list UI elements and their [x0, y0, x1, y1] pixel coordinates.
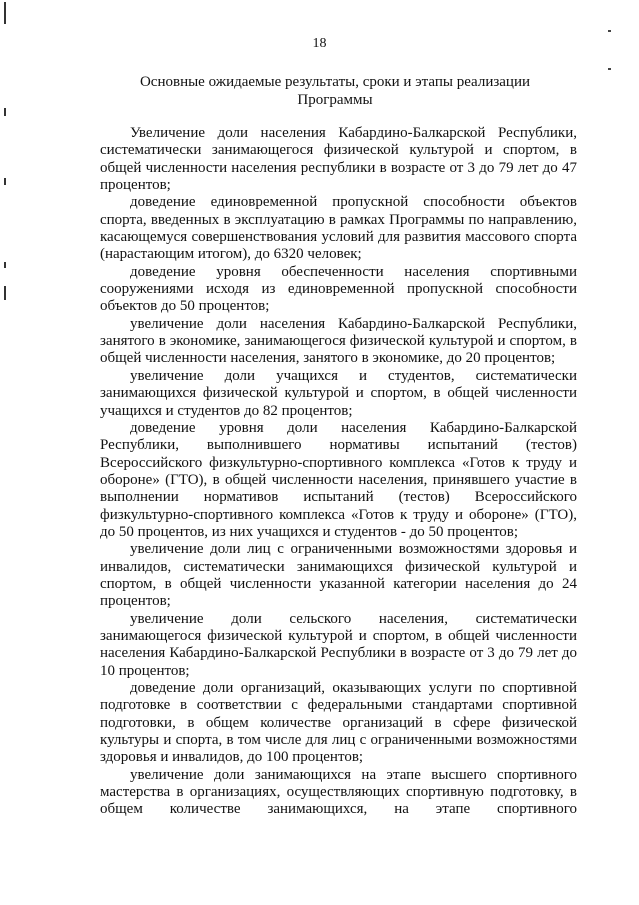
paragraph: увеличение доли лиц с ограниченными возможностями здоровья и инвалидов, систематически занимающихся физической культурой и спортом, в общей численности указанной категории населения до 24 процентов; — [100, 541, 577, 610]
paragraph: увеличение доли занимающихся на этапе высшего спортивного мастерства в организациях, осуществляющих спортивную подготовку, в общем количестве занимающихся, на этапе спортивного — [100, 766, 577, 818]
page-number: 18 — [312, 36, 327, 51]
paragraph: доведение уровня обеспеченности населения спортивными сооружениями исходя из единовременной пропускной способности объектов до 50 процентов; — [100, 263, 577, 315]
document-body — [100, 125, 577, 819]
scan-speck — [608, 30, 611, 32]
paragraph: доведение единовременной пропускной способности объектов спорта, введенных в эксплуатацию в рамках Программы по направлению, касающемуся совершенствования условий для развития массового спорта (нарастающим итогом), до 6320 человек; — [100, 194, 577, 263]
paragraph: доведение уровня доли населения Кабардино-Балкарской Республики, выполнившего нормативы испытаний (тестов) Всероссийского физкультурно-спортивного комплекса «Готов к труду и обороне» (ГТО), в общей численности населения, принявшего участие в выполнении нормативов испытаний (тестов) Всероссийского физкультурно-спортивного комплекса «Готов к труду и обороне» (ГТО), до 50 процентов, из них учащихся и студентов - до 50 процентов; — [100, 419, 577, 540]
scan-margin-mark — [4, 178, 6, 185]
section-heading-line-1: Основные ожидаемые результаты, сроки и этапы реализации — [139, 74, 531, 90]
paragraph: увеличение доли населения Кабардино-Балкарской Республики, занятого в экономике, занимающегося физической культурой и спортом, в общей численности населения, занятого в экономике, до 20 процентов; — [100, 315, 577, 367]
scan-margin-mark — [4, 2, 6, 24]
scan-margin-mark — [4, 262, 6, 268]
section-heading-line-2: Программы — [297, 92, 373, 108]
paragraph: Увеличение доли населения Кабардино-Балкарской Республики, систематически занимающегося физической культурой и спортом, в общей численности населения республики в возрасте от 3 до 79 лет до 47 процентов; — [100, 125, 577, 194]
section-heading — [100, 73, 570, 109]
paragraph: увеличение доли сельского населения, систематически занимающегося физической культурой и спортом, в общей численности населения Кабардино-Балкарской Республики в возрасте от 3 до 79 лет до 10 процентов; — [100, 610, 577, 679]
paragraph: увеличение доли учащихся и студентов, систематически занимающихся физической культурой и спортом, в общей численности учащихся и студентов до 82 процентов; — [100, 367, 577, 419]
scan-margin-mark — [4, 286, 6, 300]
scan-speck — [608, 68, 611, 70]
paragraph: доведение доли организаций, оказывающих услуги по спортивной подготовке в соответствии с федеральными стандартами спортивной подготовки, в общем количестве организаций в сфере физической культуры и спорта, в том числе для лиц с ограниченными возможностями здоровья и инвалидов, до 100 процентов; — [100, 680, 577, 766]
scan-margin-mark — [4, 108, 6, 116]
